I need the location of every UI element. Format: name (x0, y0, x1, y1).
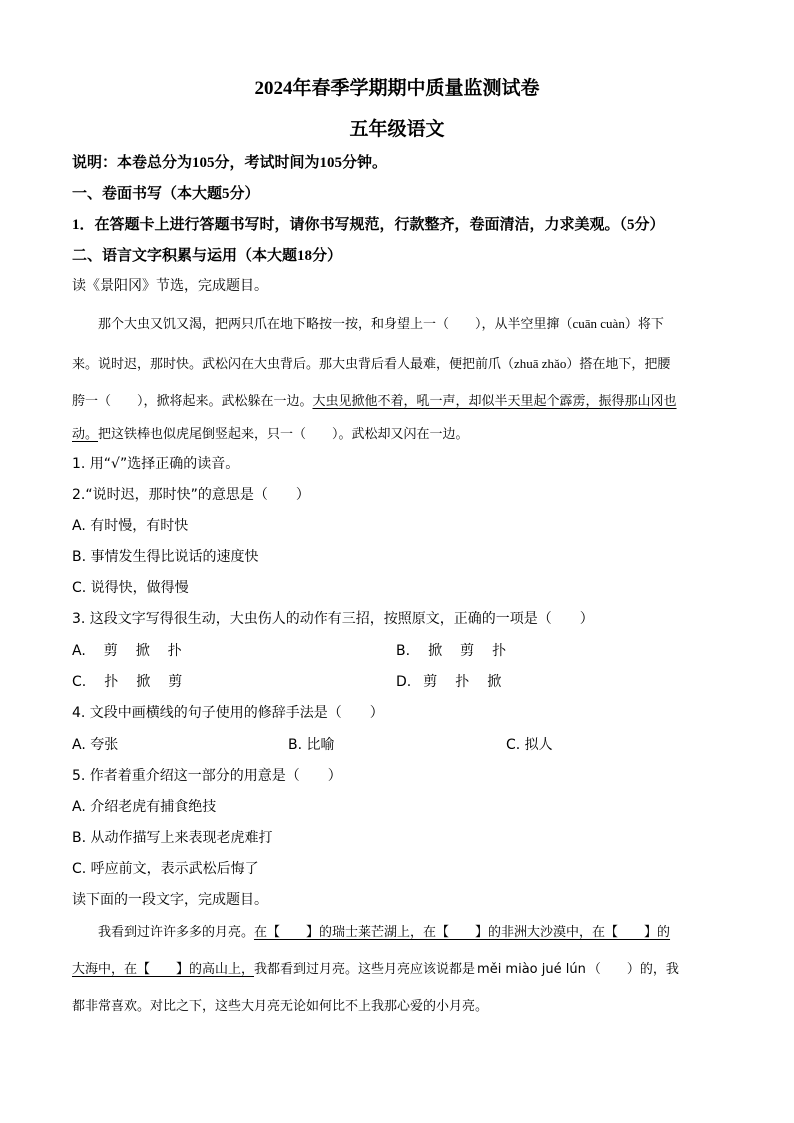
passage2-line-2-text: 我都看到过月亮。这些月亮应该说都是 (254, 961, 476, 976)
passage-line-1: 那个大虫又饥又渴，把两只爪在地下略按一按，和身望上一（ ），从半空里撺（cuān cuàn）将下 (98, 316, 664, 331)
question-5: 5. 作者着重介绍这一部分的用意是（ ） (72, 768, 342, 784)
passage-line-3 (72, 390, 677, 409)
reading-intro: 读《景阳冈》节选，完成题目。 (72, 278, 268, 294)
instructions: 说明：本卷总分为105分，考试时间为105分钟。 (72, 155, 388, 171)
section1-heading: 一、卷面书写（本大题5分） (72, 186, 260, 202)
passage2-underlined-1: 在【 】的瑞士莱芒湖上，在【 】的非洲大沙漠中，在【 】的 (254, 924, 671, 939)
question-4: 4. 文段中画横线的句子使用的修辞手法是（ ） (72, 705, 384, 721)
question-2: 2.“说时迟，那时快”的意思是（ ） (72, 487, 310, 503)
question-3-option-a: A. 剪 掀 扑 (72, 643, 182, 659)
question-4-option-b: B. 比喻 (288, 737, 335, 753)
section1-item: 1．在答题卡上进行答题书写时，请你书写规范，行款整齐，卷面清洁，力求美观。（5分） (72, 217, 665, 233)
question-5-option-c: C. 呼应前文，表示武松后悔了 (72, 861, 259, 877)
question-3-option-c: C. 扑 掀 剪 (72, 674, 183, 690)
question-3-option-d: D. 剪 扑 掀 (396, 674, 502, 690)
section2-heading: 二、语言文字积累与运用（本大题18分） (72, 248, 343, 264)
reading-intro-2: 读下面的一段文字，完成题目。 (72, 892, 268, 908)
exam-title: 2024年春季学期期中质量监测试卷 (254, 78, 540, 99)
question-4-options (72, 734, 722, 754)
passage2-underlined-2: 大海中，在【 】的高山上， (72, 961, 255, 976)
passage-line-4-text: 把这铁棒也似虎尾倒竖起来，只一（ ）。武松却又闪在一边。 (98, 426, 469, 441)
exam-subtitle: 五年级语文 (349, 119, 445, 140)
question-2-option-a: A. 有时慢，有时快 (72, 518, 189, 534)
question-2-option-b: B. 事情发生得比说话的速度快 (72, 549, 259, 565)
underlined-sentence-end: 动。 (72, 426, 99, 441)
question-3-options-row-2 (72, 671, 722, 691)
pinyin-meimiaojuelun: měi miào jué lún (477, 962, 586, 977)
question-3: 3. 这段文字写得很生动，大虫伤人的动作有三招，按照原文，正确的一项是（ ） (72, 611, 594, 627)
passage2-line-1 (98, 921, 670, 940)
question-5-option-b: B. 从动作描写上来表现老虎难打 (72, 830, 273, 846)
passage-line-4 (72, 423, 469, 442)
question-3-options-row-1 (72, 640, 722, 660)
passage2-line-2-end: （ ）的，我 (587, 961, 679, 976)
question-5-option-a: A. 介绍老虎有捕食绝技 (72, 799, 217, 815)
passage2-line-3: 都非常喜欢。对比之下，这些大月亮无论如何比不上我那心爱的小月亮。 (72, 998, 489, 1013)
passage-line-3-text: 胯一（ ），掀将起来。武松躲在一边。 (72, 393, 313, 408)
question-4-option-c: C. 拟人 (506, 737, 553, 753)
question-2-option-c: C. 说得快，做得慢 (72, 580, 189, 596)
question-4-option-a: A. 夸张 (72, 737, 119, 753)
passage2-line-1-text: 我看到过许许多多的月亮。 (98, 924, 255, 939)
question-1: 1. 用“√”选择正确的读音。 (72, 456, 240, 472)
passage-line-2: 来。说时迟，那时快。武松闪在大虫背后。那大虫背后看人最难，便把前爪（zhuā zhǎo）搭在地下，把腰 (72, 356, 671, 371)
passage2-line-2 (72, 958, 679, 977)
underlined-sentence: 大虫见掀他不着，吼一声，却似半天里起个霹雳，振得那山冈也 (312, 393, 677, 408)
question-3-option-b: B. 掀 剪 扑 (396, 643, 507, 659)
